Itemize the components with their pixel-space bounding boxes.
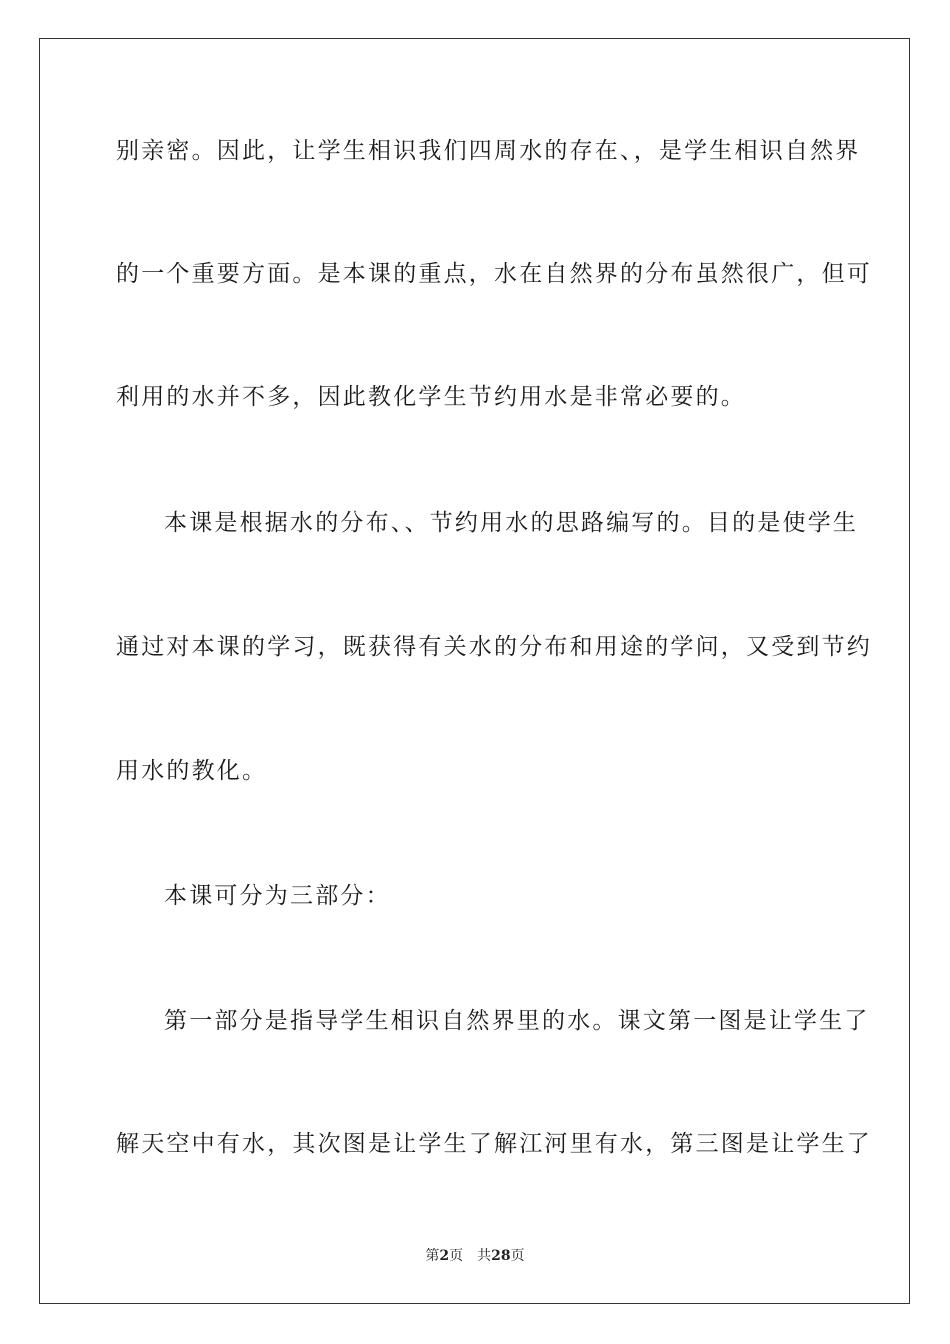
page-footer (0, 1247, 950, 1265)
text-line: 用水的教化。 (116, 758, 268, 784)
page-border (39, 38, 910, 1304)
total-pages: 28 (491, 1248, 511, 1264)
text-line: 利用的水并不多，因此教化学生节约用水是非常必要的。 (116, 384, 746, 410)
total-suffix: 页 (510, 1248, 525, 1264)
total-prefix: 共 (477, 1248, 492, 1264)
page-suffix: 页 (449, 1248, 464, 1264)
page-number: 2 (439, 1248, 450, 1264)
text-line: 本课可分为三部分： (164, 883, 391, 909)
page-prefix: 第 (425, 1248, 440, 1264)
text-line: 第一部分是指导学生相识自然界里的水。课文第一图是让学生了 (164, 1008, 870, 1034)
text-line: 通过对本课的学习，既获得有关水的分布和用途的学问，又受到节约 (116, 634, 872, 660)
text-line: 的一个重要方面。是本课的重点，水在自然界的分布虽然很广，但可 (116, 261, 872, 287)
text-line: 本课是根据水的分布、、节约用水的思路编写的。目的是使学生 (164, 510, 859, 536)
text-line: 别亲密。因此，让学生相识我们四周水的存在、，是学生相识自然界 (116, 138, 861, 164)
text-line: 解天空中有水，其次图是让学生了解江河里有水，第三图是让学生了 (116, 1131, 872, 1157)
